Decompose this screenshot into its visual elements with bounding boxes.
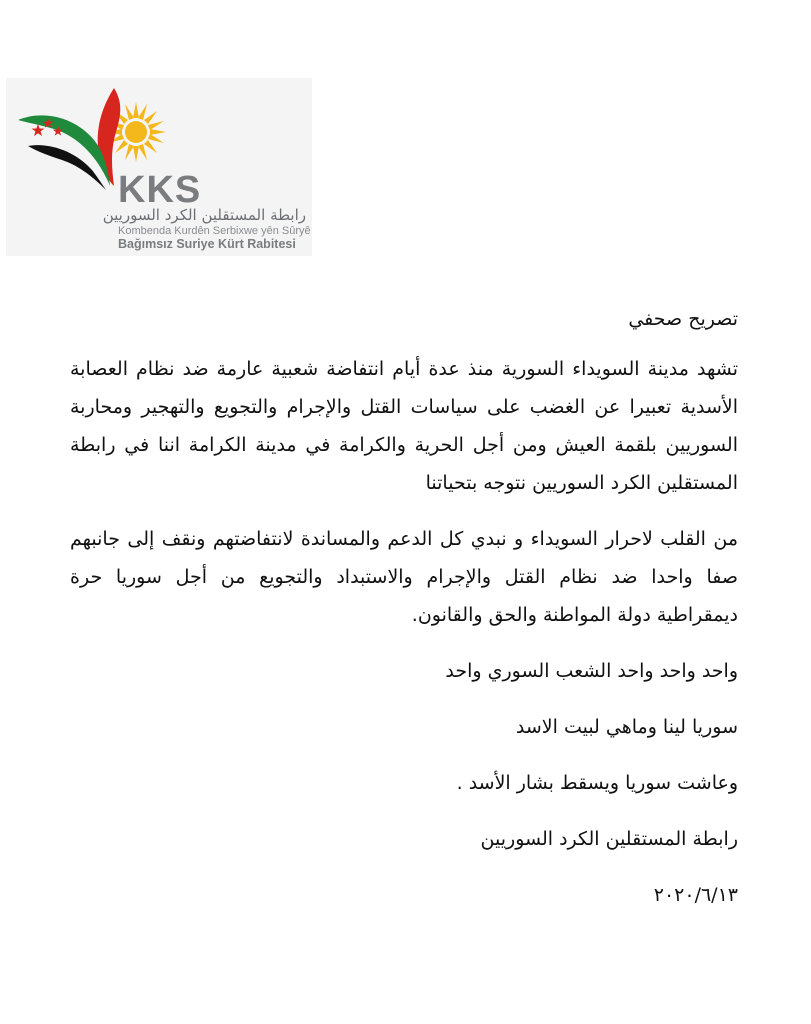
slogan-1: واحد واحد واحد الشعب السوري واحد (445, 660, 738, 682)
statement-paragraph-1: تشهد مدينة السويداء السورية منذ عدة أيام انتفاضة شعبية عارمة ضد نظام العصابة الأسدية تعبيرا عن الغضب على سياسات القتل والإجرام والتجويع والتهجير ومحاربة السوريين بلقمة العيش ومن أجل الحرية والكرامة في مدينة الكرامة اننا في رابطة المستقلين الكرد السوريين نتوجه بتحياتنا (70, 358, 738, 494)
kks-logo (6, 78, 312, 256)
signature: رابطة المستقلين الكرد السوريين (480, 828, 738, 850)
statement-date: ٢٠٢٠/٦/١٣ (653, 884, 738, 906)
logo-name-kurdish: Kombenda Kurdên Serbixwe yên Sûryê (118, 225, 311, 237)
slogan-2: سوريا لينا وماهي لبيت الاسد (515, 716, 738, 738)
logo-name-turkish: Bağımsız Suriye Kürt Rabitesi (118, 237, 296, 251)
press-statement (70, 300, 738, 932)
logo-acronym: KKS (118, 169, 202, 211)
logo-name-arabic: رابطة المستقلين الكرد السوريين (102, 206, 306, 224)
statement-paragraph-2: من القلب لاحرار السويداء و نبدي كل الدعم والمساندة لانتفاضتهم ونقف إلى جانبهم صفا واحدا ضد نظام القتل والإجرام والاستبداد والتجويع من أجل سوريا حرة ديمقراطية دولة المواطنة والحق والقانون. (70, 528, 738, 626)
statement-title: تصريح صحفي (628, 308, 738, 330)
slogan-3: وعاشت سوريا ويسقط بشار الأسد . (456, 772, 738, 794)
